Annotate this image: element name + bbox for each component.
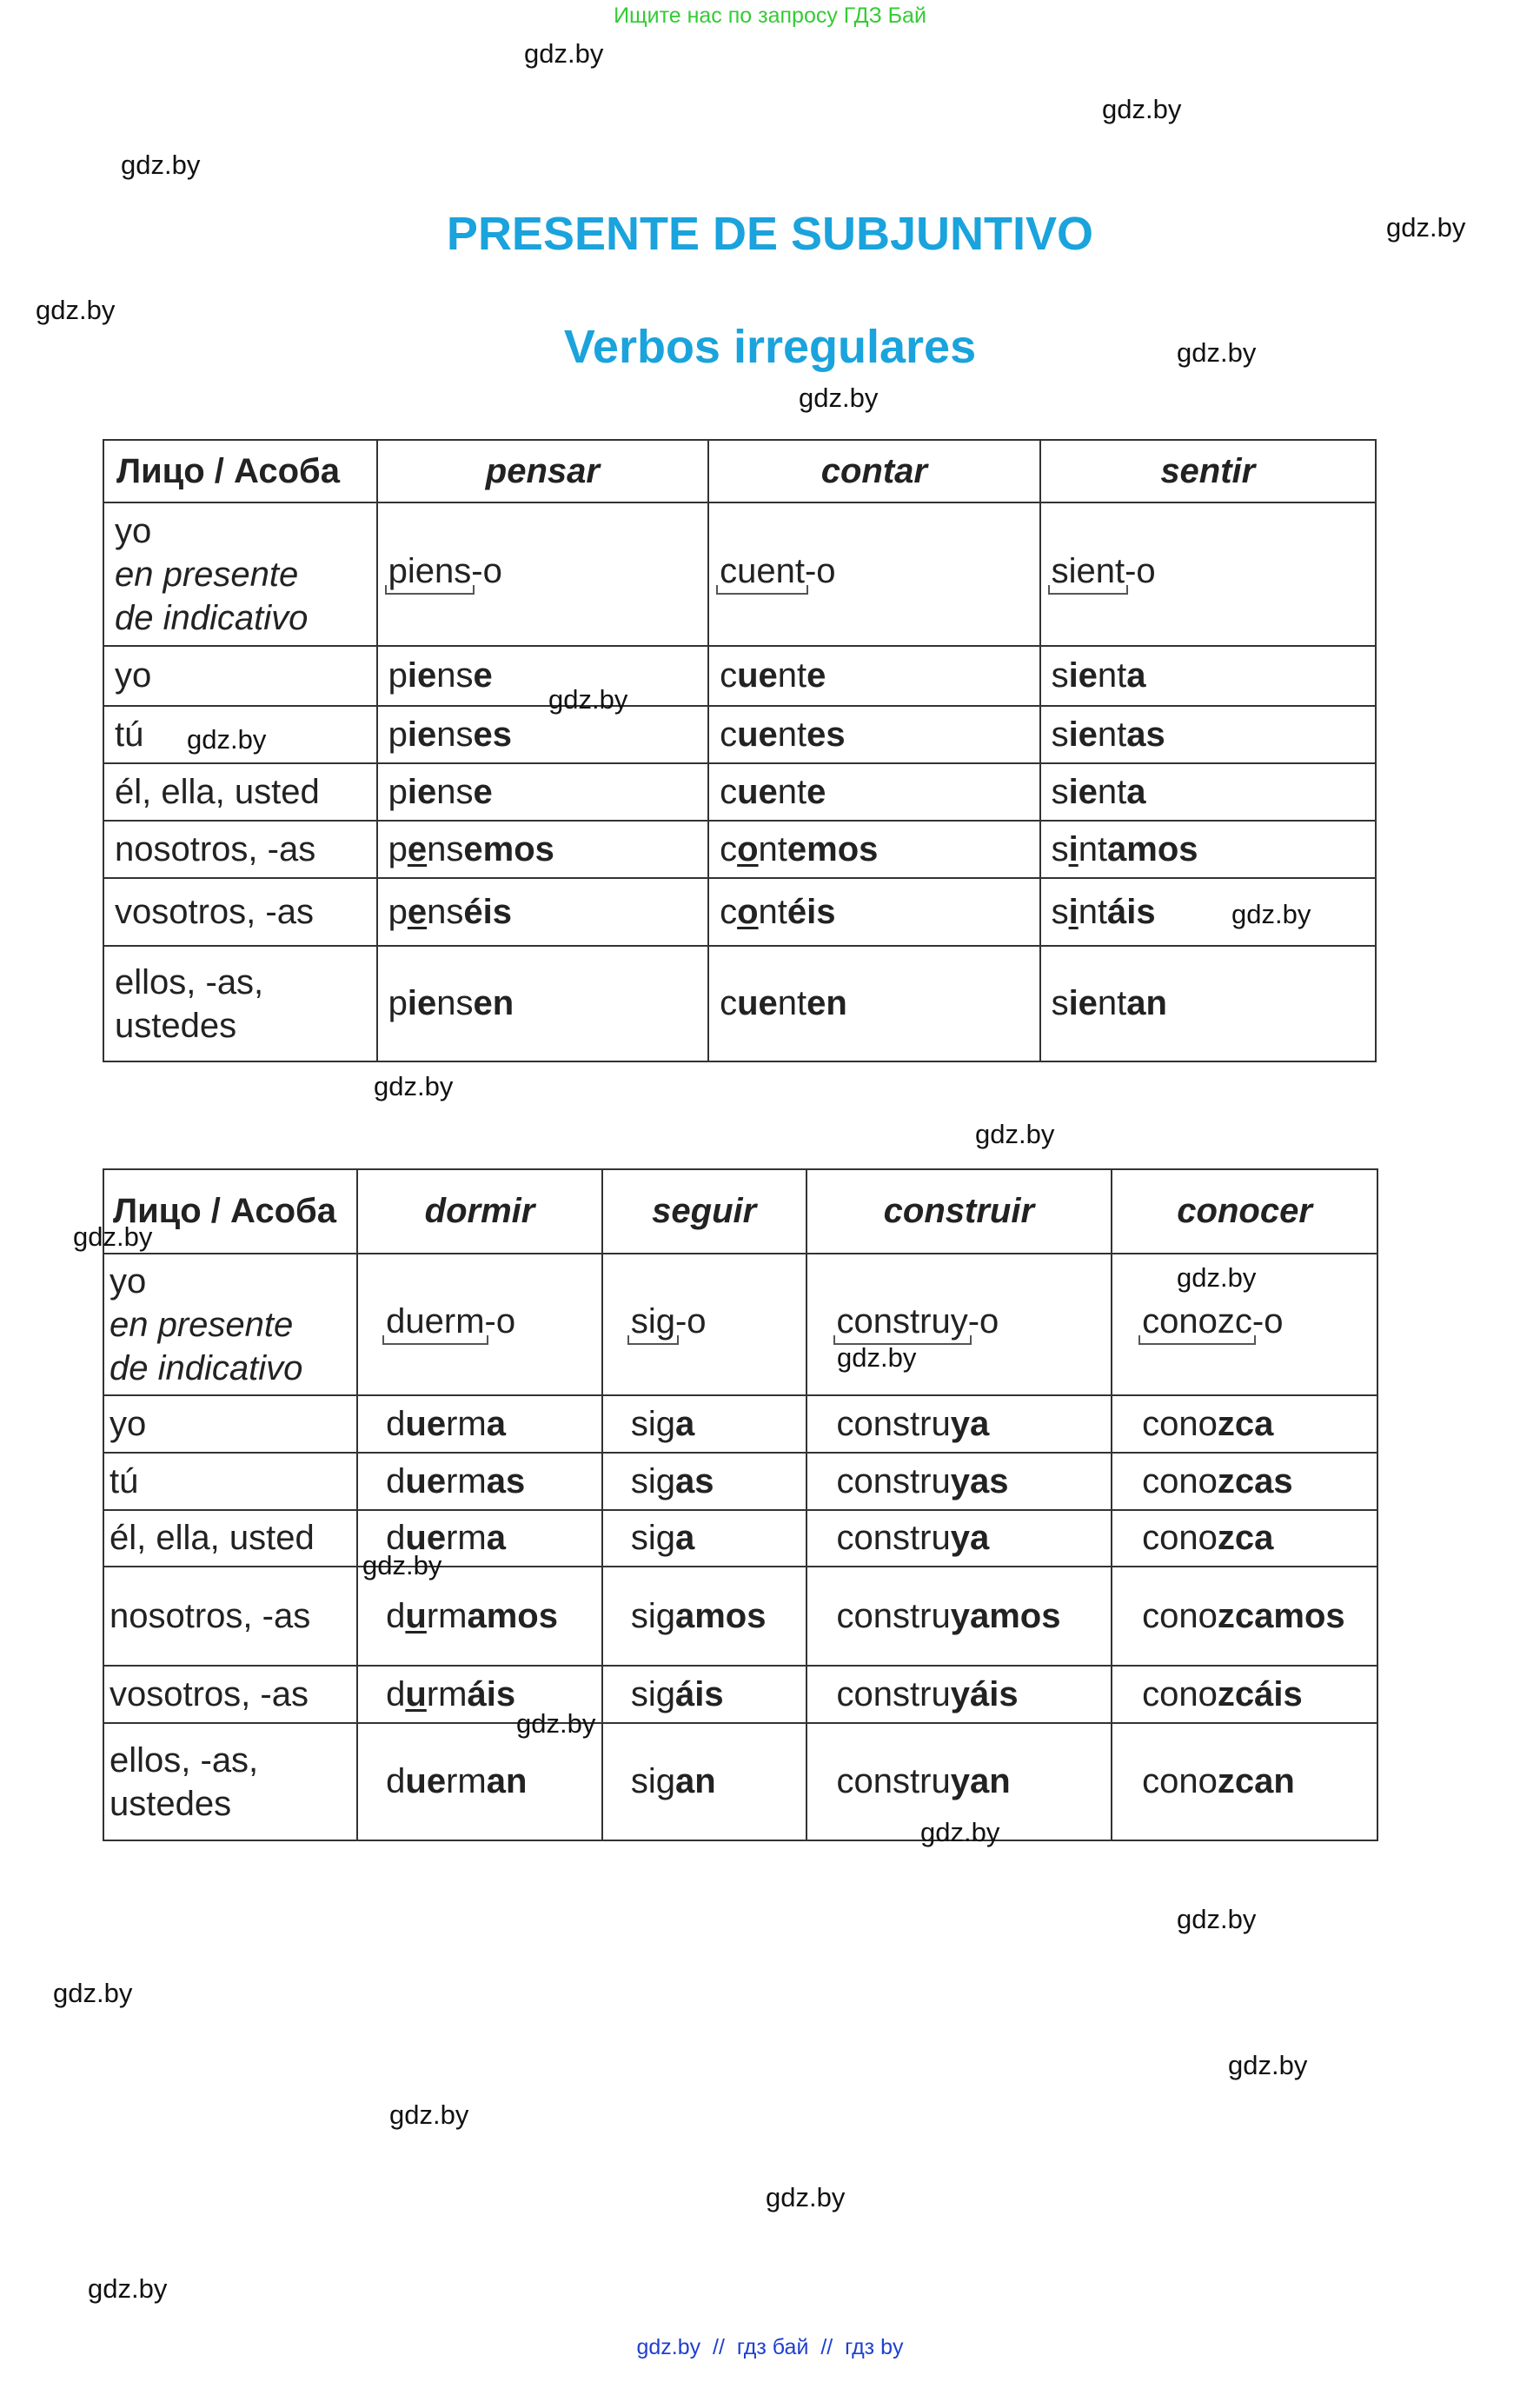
watermark: gdz.by	[1177, 1904, 1257, 1934]
watermark: gdz.by	[1177, 1262, 1257, 1293]
watermark: gdz.by	[121, 150, 201, 180]
conjugated-form: cuente	[708, 763, 1039, 821]
watermark: gdz.by	[1177, 337, 1257, 368]
conjugated-form: siga	[602, 1510, 807, 1567]
conjugated-form: cuenten	[708, 946, 1039, 1061]
conjugated-form: construyamos	[807, 1567, 1112, 1666]
conjugated-form: duerma	[357, 1510, 602, 1567]
conjugated-form: conozca	[1112, 1510, 1377, 1567]
conjugated-form: sigamos	[602, 1567, 807, 1666]
conjugated-form: sintamos	[1040, 821, 1376, 878]
conjugated-form: piense	[377, 646, 708, 706]
watermark: gdz.by	[799, 383, 879, 413]
person-label: nosotros, -as	[103, 821, 377, 878]
conjugated-form: contéis	[708, 878, 1039, 946]
watermark: gdz.by	[516, 1708, 596, 1739]
person-note: de indicativo	[115, 598, 309, 637]
person-note: de indicativo	[110, 1348, 303, 1387]
person-note: en presente	[115, 555, 299, 594]
conjugated-form: duerman	[357, 1723, 602, 1840]
watermark: gdz.by	[187, 724, 267, 755]
verb-stem: cuent	[720, 552, 805, 596]
watermark: gdz.by	[920, 1817, 1000, 1847]
conjugated-form: durmamos	[357, 1567, 602, 1666]
footer-links[interactable]: gdz.by // гдз бай // гдз by	[636, 2335, 904, 2359]
conjugated-form: sintáis	[1040, 878, 1376, 946]
conjugated-form: durmáis	[357, 1666, 602, 1723]
verb-ending: -o	[1125, 552, 1156, 590]
person-label: nosotros, -as	[103, 1567, 357, 1666]
conjugated-form: conozca	[1112, 1395, 1377, 1453]
indicative-form	[357, 1254, 602, 1395]
conjugated-form: construyáis	[807, 1666, 1112, 1723]
person-label: él, ella, usted	[103, 1510, 357, 1567]
conjugated-form: piensen	[377, 946, 708, 1061]
watermark: gdz.by	[975, 1119, 1055, 1149]
person-header: Лицо / Асоба	[103, 1169, 357, 1254]
page-title: PRESENTE DE SUBJUNTIVO	[446, 208, 1094, 260]
indicative-form	[377, 502, 708, 646]
conjugated-form: cuente	[708, 646, 1039, 706]
person-label: yo	[103, 1395, 357, 1453]
conjugated-form: siga	[602, 1395, 807, 1453]
conjugated-form: sigas	[602, 1453, 807, 1510]
person-label-line: ustedes	[110, 1784, 232, 1823]
conjugation-table-1	[103, 439, 1377, 1062]
watermark: gdz.by	[837, 1342, 917, 1373]
person-label: vosotros, -as	[103, 878, 377, 946]
verb-header: construir	[807, 1169, 1112, 1254]
person-yo-indicative	[103, 502, 377, 646]
conjugated-form: pensemos	[377, 821, 708, 878]
watermark: gdz.by	[53, 1978, 133, 2008]
watermark: gdz.by	[766, 2182, 846, 2212]
watermark: gdz.by	[1386, 212, 1466, 243]
conjugated-form: contemos	[708, 821, 1039, 878]
conjugated-form: sienta	[1040, 646, 1376, 706]
conjugated-form: penséis	[377, 878, 708, 946]
conjugated-form: construyas	[807, 1453, 1112, 1510]
conjugated-form: piense	[377, 763, 708, 821]
person-label: yo	[110, 1261, 147, 1301]
person-label: yo	[115, 511, 152, 550]
watermark: gdz.by	[88, 2273, 168, 2304]
verb-ending: -o	[484, 1302, 516, 1341]
conjugated-form: sigan	[602, 1723, 807, 1840]
conjugated-form: duerma	[357, 1395, 602, 1453]
person-label: tú	[103, 706, 377, 763]
verb-stem: sient	[1052, 552, 1125, 596]
conjugated-form: pienses	[377, 706, 708, 763]
verb-header: conocer	[1112, 1169, 1377, 1254]
person-label	[103, 946, 377, 1061]
verb-header: contar	[708, 440, 1039, 502]
person-label: yo	[103, 646, 377, 706]
watermark: gdz.by	[389, 2099, 469, 2130]
verb-header: pensar	[377, 440, 708, 502]
verb-ending: -o	[471, 552, 502, 590]
verb-stem: construy	[837, 1302, 968, 1347]
conjugated-form: conozcamos	[1112, 1567, 1377, 1666]
page-subtitle: Verbos irregulares	[563, 321, 977, 373]
conjugated-form: cuentes	[708, 706, 1039, 763]
indicative-form	[1040, 502, 1376, 646]
person-note: en presente	[110, 1305, 294, 1344]
person-label-line: ustedes	[115, 1006, 237, 1045]
conjugated-form: construya	[807, 1395, 1112, 1453]
watermark: gdz.by	[1228, 2050, 1308, 2080]
watermark: gdz.by	[374, 1071, 454, 1101]
search-banner: Ищите нас по запросу ГДЗ Бай	[614, 3, 926, 28]
watermark: gdz.by	[362, 1550, 442, 1580]
conjugated-form: conozcas	[1112, 1453, 1377, 1510]
conjugated-form: conozcáis	[1112, 1666, 1377, 1723]
verb-stem: conozc	[1142, 1302, 1252, 1347]
conjugated-form: sientan	[1040, 946, 1376, 1061]
verb-header: dormir	[357, 1169, 602, 1254]
person-label: tú	[103, 1453, 357, 1510]
watermark: gdz.by	[1102, 94, 1182, 124]
verb-stem: duerm	[386, 1302, 484, 1347]
indicative-form	[602, 1254, 807, 1395]
person-label: él, ella, usted	[103, 763, 377, 821]
watermark: gdz.by	[1231, 899, 1311, 929]
person-label	[103, 1723, 357, 1840]
verb-ending: -o	[967, 1302, 999, 1341]
conjugated-form: construyan	[807, 1723, 1112, 1840]
person-label-line: ellos, -as,	[110, 1740, 259, 1780]
conjugated-form: duermas	[357, 1453, 602, 1510]
watermark: gdz.by	[524, 38, 604, 69]
watermark: gdz.by	[73, 1221, 153, 1252]
conjugated-form: conozcan	[1112, 1723, 1377, 1840]
verb-stem: piens	[388, 552, 472, 596]
verb-header: seguir	[602, 1169, 807, 1254]
verb-header: sentir	[1040, 440, 1376, 502]
verb-ending: -o	[804, 552, 836, 590]
person-header: Лицо / Асоба	[103, 440, 377, 502]
verb-ending: -o	[1251, 1302, 1284, 1341]
conjugated-form: construya	[807, 1510, 1112, 1567]
watermark: gdz.by	[548, 684, 628, 715]
verb-stem: sig	[631, 1302, 675, 1347]
person-label: vosotros, -as	[103, 1666, 357, 1723]
person-yo-indicative	[103, 1254, 357, 1395]
watermark: gdz.by	[36, 295, 116, 325]
conjugated-form: sienta	[1040, 763, 1376, 821]
conjugated-form: sigáis	[602, 1666, 807, 1723]
indicative-form	[708, 502, 1039, 646]
conjugated-form: sientas	[1040, 706, 1376, 763]
indicative-form	[807, 1254, 1112, 1395]
person-label-line: ellos, -as,	[115, 962, 264, 1001]
verb-ending: -o	[674, 1302, 707, 1341]
